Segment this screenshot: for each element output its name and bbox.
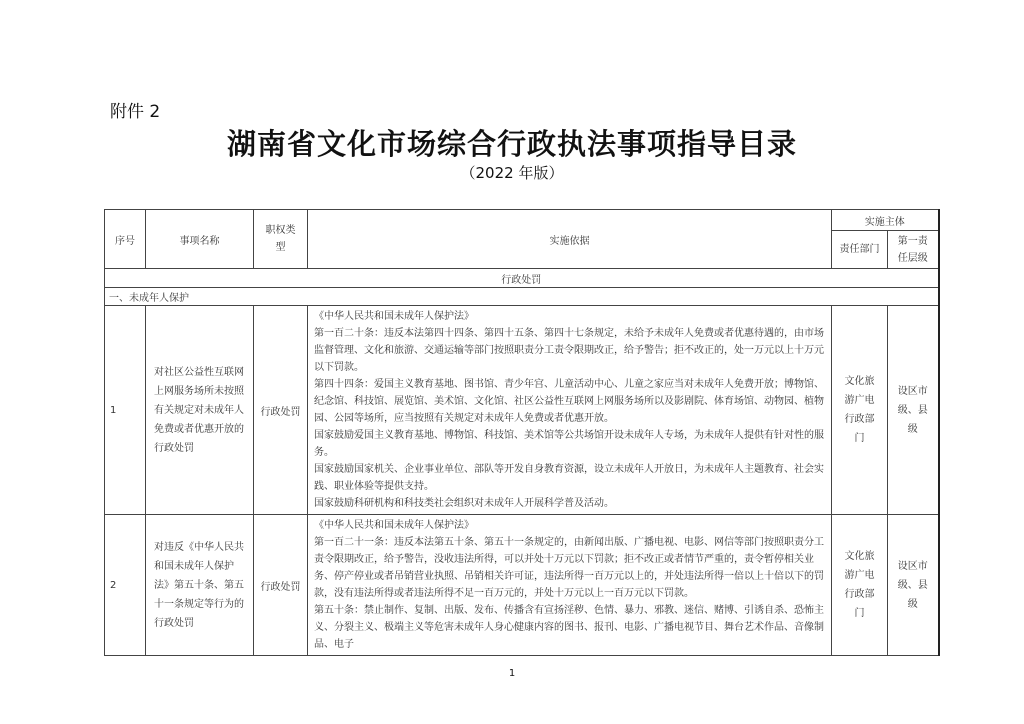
header-seq: 序号 bbox=[105, 210, 146, 269]
row-type: 行政处罚 bbox=[254, 306, 308, 515]
row-seq: 1 bbox=[105, 306, 146, 515]
header-subject: 实施主体 bbox=[832, 210, 939, 231]
basis-paragraph: 第四十四条：爱国主义教育基地、图书馆、青少年宫、儿童活动中心、儿童之家应当对未成年人免费开放；博物馆、纪念馆、科技馆、展览馆、美术馆、文化馆、社区公益性互联网上网服务场所以及影剧院、体育场馆、动物园、植物园、公园等场所，应当按照有关规定对未成年人免费或者优惠开放。 bbox=[314, 379, 824, 424]
table-row bbox=[105, 515, 939, 656]
basis-paragraph: 第一百二十条：违反本法第四十四条、第四十五条、第四十七条规定，未给予未成年人免费或者优惠待遇的，由市场监督管理、文化和旅游、交通运输等部门按照职责分工责令限期改正，给予警告；拒不改正的，处一万元以上十万元以下罚款。 bbox=[314, 328, 824, 373]
row-name: 对违反《中华人民共和国未成年人保护法》第五十条、第五十一条规定等行为的行政处罚 bbox=[146, 515, 254, 656]
row-dept: 文化旅游广电行政部门 bbox=[832, 515, 888, 656]
attachment-label: 附件 2 bbox=[110, 102, 161, 122]
row-dept: 文化旅游广电行政部门 bbox=[832, 306, 888, 515]
basis-paragraph: 第五十条：禁止制作、复制、出版、发布、传播含有宣扬淫秽、色情、暴力、邪教、迷信、赌博、引诱自杀、恐怖主义、分裂主义、极端主义等危害未成年人身心健康内容的图书、报刊、电影、广播电视节目、舞台艺术作品、音像制品、电子 bbox=[314, 605, 824, 650]
basis-paragraph: 国家鼓励爱国主义教育基地、博物馆、科技馆、美术馆等公共场馆开设未成年人专场，为未成年人提供有针对性的服务。 bbox=[314, 430, 824, 458]
category-row: 行政处罚 bbox=[105, 269, 939, 288]
row-seq: 2 bbox=[105, 515, 146, 656]
row-level: 设区市级、县级 bbox=[888, 515, 939, 656]
header-name: 事项名称 bbox=[146, 210, 254, 269]
catalog-table bbox=[104, 209, 940, 656]
row-basis bbox=[308, 306, 832, 515]
row-name: 对社区公益性互联网上网服务场所未按照有关规定对未成年人免费或者优惠开放的行政处罚 bbox=[146, 306, 254, 515]
basis-paragraph: 国家鼓励科研机构和科技类社会组织对未成年人开展科学普及活动。 bbox=[314, 498, 614, 509]
header-level: 第一责任层级 bbox=[888, 231, 939, 269]
document-subtitle: （2022 年版） bbox=[460, 164, 564, 182]
basis-paragraph: 《中华人民共和国未成年人保护法》 bbox=[314, 311, 474, 322]
row-basis bbox=[308, 515, 832, 656]
header-basis: 实施依据 bbox=[308, 210, 832, 269]
basis-paragraph: 国家鼓励国家机关、企业事业单位、部队等开发自身教育资源，设立未成年人开放日，为未成年人主题教育、社会实践、职业体验等提供支持。 bbox=[314, 464, 824, 492]
basis-paragraph: 《中华人民共和国未成年人保护法》 bbox=[314, 520, 474, 531]
header-dept: 责任部门 bbox=[832, 231, 888, 269]
row-level: 设区市级、县级 bbox=[888, 306, 939, 515]
section-row: 一、未成年人保护 bbox=[105, 288, 939, 306]
page-number: 1 bbox=[508, 668, 516, 679]
basis-paragraph: 第一百二十一条：违反本法第五十条、第五十一条规定的，由新闻出版、广播电视、电影、网信等部门按照职责分工责令限期改正，给予警告，没收违法所得，可以并处十万元以下罚款；拒不改正或者情节严重的，责令暂停相关业务、停产停业或者吊销营业执照、吊销相关许可证，违法所得一百万元以上的，并处违法所得一倍以上十倍以下的罚款，没有违法所得或者违法所得不足一百万元的，并处十万元以上一百万元以下罚款。 bbox=[314, 537, 824, 599]
document-title: 湖南省文化市场综合行政执法事项指导目录 bbox=[226, 127, 797, 161]
table-row bbox=[105, 306, 939, 515]
row-type: 行政处罚 bbox=[254, 515, 308, 656]
header-type: 职权类型 bbox=[254, 210, 308, 269]
